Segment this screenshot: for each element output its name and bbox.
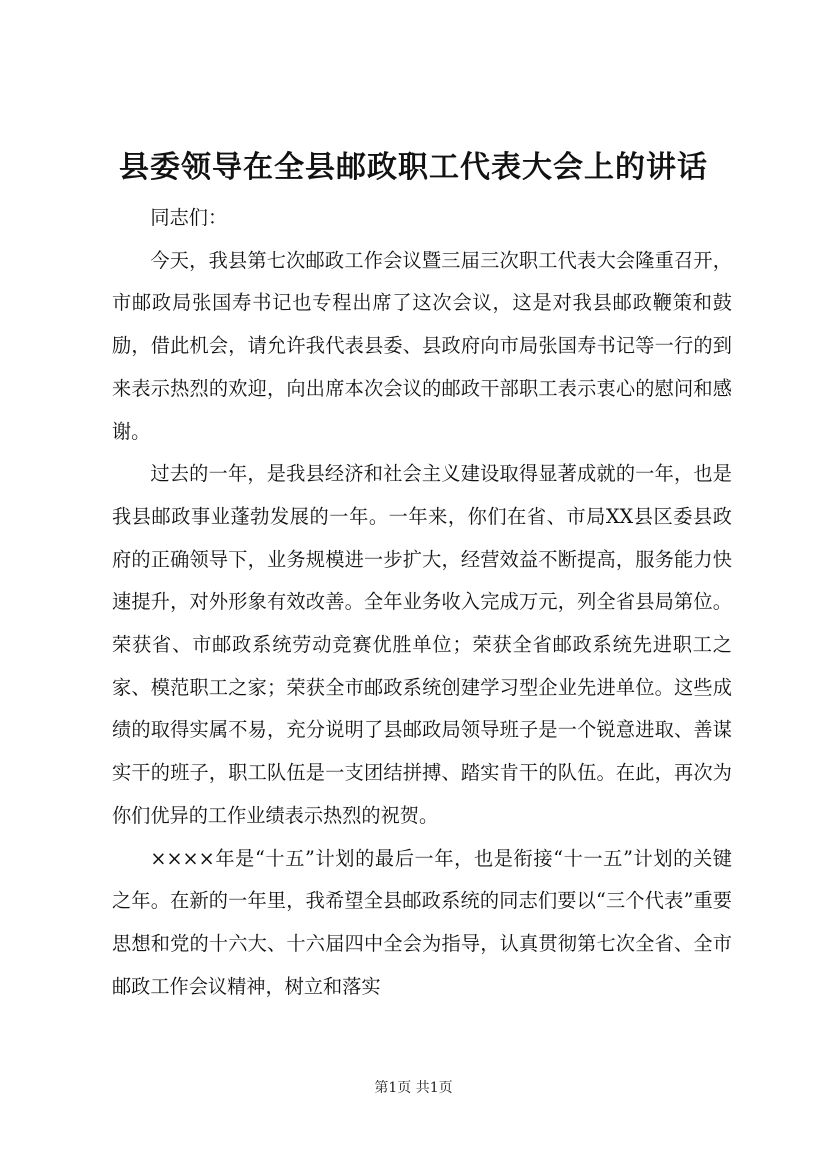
- document-title: 县委领导在全县邮政职工代表大会上的讲话: [119, 150, 708, 185]
- body-paragraph: 过去的一年，是我县经济和社会主义建设取得显著成就的一年，也是我县邮政事业蓬勃发展的一年。一年来，你们在省、市局XX县区委县政府的正确领导下，业务规模进一步扩大，经营效益不断提高，服务能力快速提升，对外形象有效改善。全年业务收入完成万元，列全省县局第位。荣获省、市邮政系统劳动竞赛优胜单位；荣获全省邮政系统先进职工之家、模范职工之家；荣获全市邮政系统创建学习型企业先进单位。这些成绩的取得实属不易，充分说明了县邮政局领导班子是一个锐意进取、善谋实干的班子，职工队伍是一支团结拼搏、踏实肯干的队伍。在此，再次为你们优异的工作业绩表示热烈的祝贺。: [112, 462, 732, 827]
- page-number-footer: 第1页 共1页: [374, 1080, 453, 1096]
- body-paragraph: 今天，我县第七次邮政工作会议暨三届三次职工代表大会隆重召开，市邮政局张国寿书记也专程出席了这次会议，这是对我县邮政鞭策和鼓励，借此机会，请允许我代表县委、县政府向市局张国寿书记等一行的到来表示热烈的欢迎，向出席本次会议的邮政干部职工表示衷心的慰问和感谢。: [112, 248, 732, 443]
- salutation-paragraph: 同志们：: [150, 206, 228, 229]
- document-body: [112, 197, 732, 1008]
- body-paragraph: ××××年是“十五”计划的最后一年，也是衔接“十一五”计划的关键之年。在新的一年里，我希望全县邮政系统的同志们要以“三个代表”重要思想和党的十六大、十六届四中全会为指导，认真贯彻第七次全省、全市邮政工作会议精神，树立和落实: [112, 846, 732, 998]
